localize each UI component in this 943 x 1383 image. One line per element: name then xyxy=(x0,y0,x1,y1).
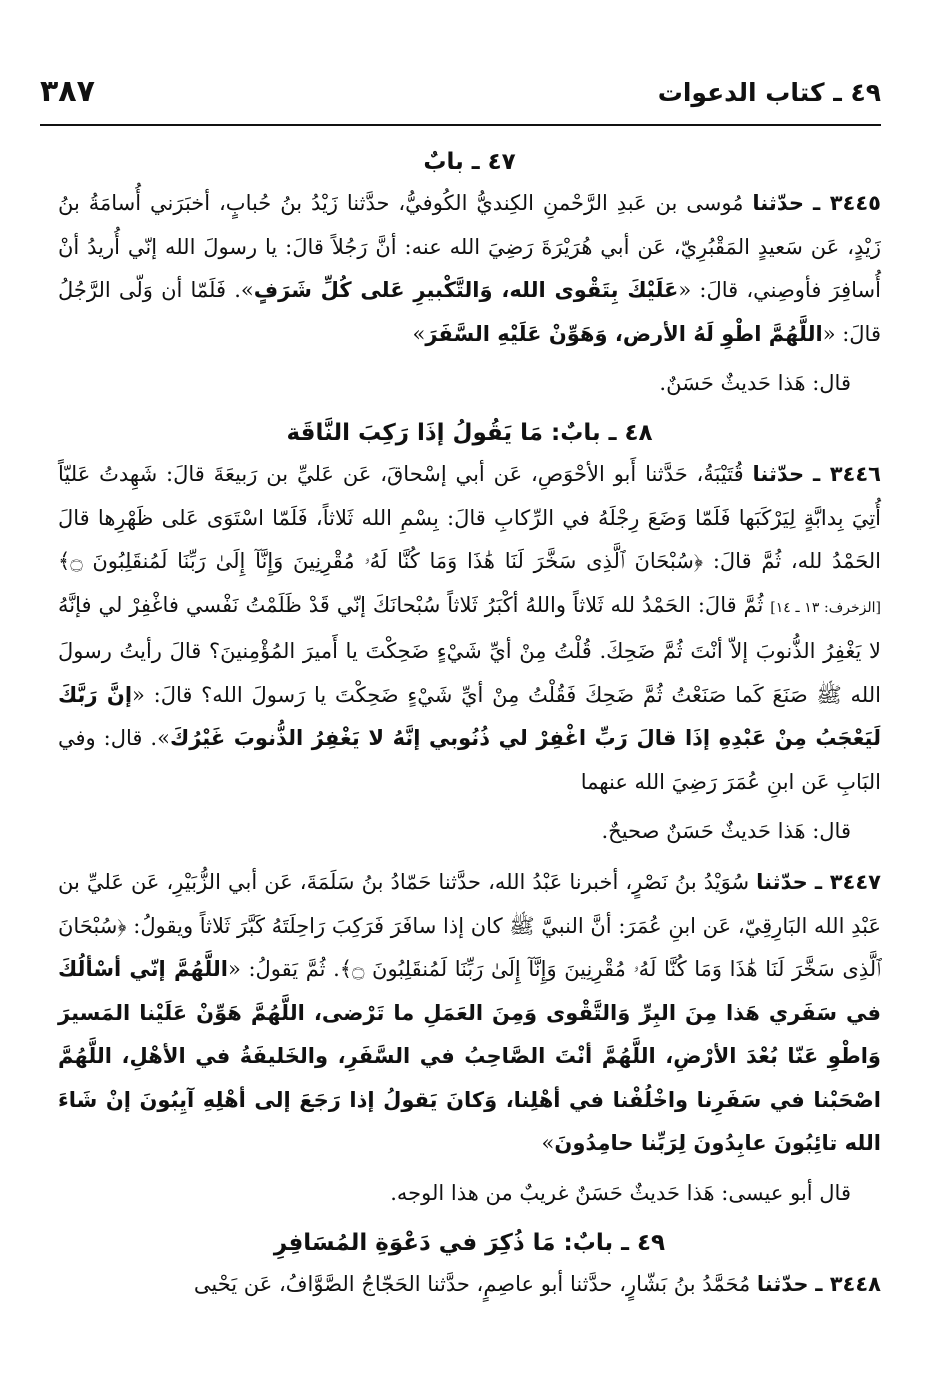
hadith-text: سُوَيْدُ بنُ نَصْرٍ، أخبرنا عَبْدُ الله، حدَّثنا حَمّادُ بنُ سَلَمَةَ، عَن أبي الزُّبَيْرِ، عَن عَليِّ بن عَبْدِ الله البَارِقِيّ، عَن ابنِ عُمَرَ: أنَّ النبيَّ ﷺ كان إذا سافَرَ فَرَكِبَ رَاحِلَتَهُ كَبَّرَ ثَلاثاً ويقولُ: ﴿سُبْحَانَ ٱلَّذِى سَخَّرَ لَنَا هَٰذَا وَمَا كُنَّا لَهُۥ مُقْرِنِينَ وَإِنَّآ إِلَىٰ رَبِّنَا لَمُنقَلِبُونَ ۝﴾. ثُمَّ يَقولُ: « xyxy=(58,870,881,981)
hadith-quote: اللَّهُمَّ اطْوِ لَهُ الأرض، وَهَوِّنْ عَلَيْهِ السَّفَرَ xyxy=(425,321,823,346)
hadith-number: ٣٤٤٨ ـ xyxy=(815,1271,881,1296)
header-divider xyxy=(40,124,881,126)
hadith-number: ٣٤٤٧ ـ xyxy=(814,870,881,894)
chapter-heading-47: ٤٧ ـ بابٌ xyxy=(423,149,516,175)
haddathana-keyword: حدّثنا xyxy=(752,191,805,215)
hadith-3446 xyxy=(58,453,881,804)
hadith-quote: اللَّهُمَّ إنّي أسْألُكَ في سَفَري هَذا مِنَ البِرِّ وَالتَّقْوى وَمِنَ العَمَلِ ما تَرْضى، اللَّهُمَّ هَوِّنْ عَلَيْنا المَسيرَ وَاطْوِ عَنّا بُعْدَ الأرْضِ، اللَّهُمَّ أنْتَ الصَّاحِبُ في السَّفَرِ، والخَليفَةُ في الأهْلِ، اللَّهُمَّ اصْحَبْنا في سَفَرِنا واخْلُفْنا في أهْلِنا، وَكانَ يَقولُ إذا رَجَعَ إلى أهْلِهِ آيِبُونَ إنْ شَاءَ الله تائِبُونَ عابِدُونَ لِرَبِّنا حامِدُونَ xyxy=(58,957,881,1155)
hadith-grading: قال: هَذا حَديثٌ حَسَنٌ. xyxy=(659,371,851,395)
hadith-grading: قال أبو عيسى: هَذا حَديثٌ حَسَنٌ غريبٌ من هذا الوجه. xyxy=(390,1180,851,1205)
page-header xyxy=(40,70,881,120)
hadith-number: ٣٤٤٦ ـ xyxy=(813,462,882,486)
chapter-heading-49: ٤٩ ـ بابٌ: مَا ذُكِرَ في دَعْوَةِ المُسَافِرِ xyxy=(273,1229,666,1256)
haddathana-keyword: حدّثنا xyxy=(756,870,808,894)
hadith-quote: إنَّ رَبَّكَ لَيَعْجَبُ مِنْ عَبْدِهِ إذَا قالَ رَبِّ اغْفِرْ لي ذُنُوبي إنَّهُ لا يَغْفِرُ الذُّنوبَ غَيْرُكَ xyxy=(58,682,882,750)
quran-reference: [الزخرف: ١٣ ـ ١٤] xyxy=(770,599,881,616)
page-number: ٣٨٧ xyxy=(40,74,95,109)
hadith-grading: قال: هَذا حَديثٌ حَسَنٌ صحيحٌ. xyxy=(601,819,851,843)
hadith-3445 xyxy=(58,182,881,356)
hadith-text: ». فَلَمّا أن وَلّى الرَّجُلُ قالَ: « xyxy=(58,278,881,346)
hadith-3448 xyxy=(58,1263,881,1307)
haddathana-keyword: حدّثنا xyxy=(752,462,805,486)
hadith-text: مُوسى بن عَبدِ الرَّحْمنِ الكِنديُّ الكُوفيُّ، حدَّثنا زَيْدُ بنُ حُبابٍ، أخبَرَني أُسامَةُ بنُ زَيْدٍ، عَن سَعيدٍ المَقْبُرِيّ، عَن أبي هُرَيْرَةَ رَضِيَ الله عنه: أنَّ رَجُلاً قالَ: يا رسولَ الله إنّي أُريدُ أنْ أُسافِرَ فأوصِني، قالَ: « xyxy=(58,191,881,302)
chapter-heading-48: ٤٨ ـ بابٌ: مَا يَقُولُ إذَا رَكِبَ النَّاقَة xyxy=(286,420,653,446)
hadith-number: ٣٤٤٥ ـ xyxy=(812,191,881,215)
hadith-text: ». قال: وفي البَابِ عَن ابنِ عُمَرَ رَضِيَ الله عنهما xyxy=(58,726,881,794)
hadith-text: مُحَمَّدُ بنُ بَشّارٍ، حدَّثنا أبو عاصِمٍ، حدَّثنا الحَجّاجُ الصَّوَّافُ، عَن يَحْيى xyxy=(193,1271,757,1296)
hadith-quote: عَلَيْكَ بِتَقْوى الله، وَالتَّكْبيرِ عَلى كُلِّ شَرَفٍ xyxy=(253,278,679,302)
hadith-3447 xyxy=(58,861,881,1166)
haddathana-keyword: حدّثنا xyxy=(756,1271,809,1296)
hadith-text: » xyxy=(412,321,426,346)
hadith-text: قُتَيْبَةُ، حَدَّثنا أَبو الأحْوَصِ، عَن أبي إسْحاقَ، عَن عَليِّ بن رَبيعَةَ قالَ: شَهِدتُ عَليّاً أُتِيَ بِدابَّةٍ لِيَرْكَبَها فَلَمّا وَضَعَ رِجْلَهُ في الرِّكابِ قالَ: بِسْمِ الله ثَلاثاً، فَلَمّا اسْتَوَى عَلى ظَهْرِها قالَ الحَمْدُ لله، ثُمَّ قالَ: ﴿سُبْحَانَ ٱلَّذِى سَخَّرَ لَنَا هَٰذَا وَمَا كُنَّا لَهُۥ مُقْرِنِينَ وَإِنَّآ إِلَىٰ رَبِّنَا لَمُنقَلِبُونَ ۝﴾ xyxy=(58,462,881,573)
hadith-text: » xyxy=(541,1131,555,1155)
running-title: ٤٩ ـ كتاب الدعوات xyxy=(657,78,881,107)
hadith-text: ثُمَّ قالَ: الحَمْدُ لله ثَلاثاً واللهُ أكْبَرُ ثَلاثاً سُبْحانَكَ إنّي قَدْ ظَلَمْتُ نَفْسي فاغْفِرْ لي فإنَّهُ لا يَغْفِرُ الذُّنوبَ إلاّ أنْتَ ثُمَّ ضَحِكَ. قُلْتُ مِنْ أيِّ شَيْءٍ ضَحِكْتَ يا أَميرَ المُؤْمِنينَ؟ قالَ رأيتُ رسولَ الله ﷺ صَنَعَ كَما صَنَعْتُ ثُمَّ ضَحِكَ فَقُلْتُ مِنْ أيِّ شَيْءٍ ضَحِكْتَ يا رَسولَ الله؟ قالَ: « xyxy=(58,592,881,707)
page-body xyxy=(58,142,881,1306)
